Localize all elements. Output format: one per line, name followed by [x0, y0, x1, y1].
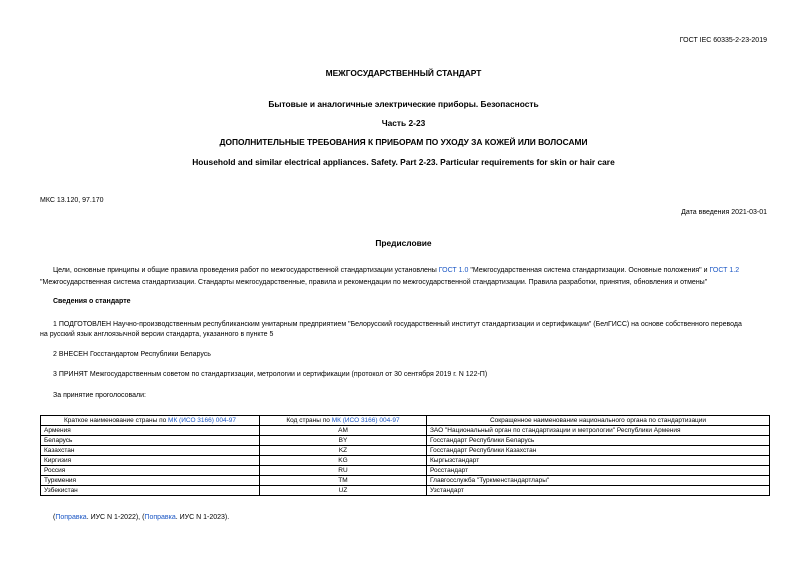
country-name: Россия [41, 466, 260, 476]
national-body: Госстандарт Республики Казахстан [427, 446, 770, 456]
member-states-table [40, 415, 770, 496]
gost-1-2-link[interactable]: ГОСТ 1.2 [709, 267, 740, 274]
amendment-text: . ИУС N 1-2023). [175, 514, 230, 521]
national-body: Узстандарт [427, 486, 770, 496]
foreword-text: "Межгосударственная система стандартизации. Основные положения" и [468, 267, 710, 274]
foreword-paragraph-line1 [53, 267, 739, 274]
header-text: Краткое наименование страны по [64, 417, 169, 424]
country-name: Казахстан [41, 446, 260, 456]
gost-1-0-link[interactable]: ГОСТ 1.0 [438, 267, 469, 274]
country-code: KZ [260, 446, 427, 456]
item-3: 3 ПРИНЯТ Межгосударственным советом по стандартизации, метрологии и сертификации (протокол от 30 сентября 2019 г. N 122-П) [53, 371, 488, 378]
national-body: Кыргызстандарт [427, 456, 770, 466]
document-code: ГОСТ IEC 60335-2-23-2019 [679, 37, 767, 44]
country-name: Узбекистан [41, 486, 260, 496]
introduction-date: Дата введения 2021-03-01 [681, 209, 767, 216]
header-country-code [260, 416, 427, 426]
table-row [41, 436, 770, 446]
country-code: AM [260, 426, 427, 436]
table-row [41, 466, 770, 476]
table-row [41, 476, 770, 486]
mks-code: МКС 13.120, 97.170 [40, 197, 104, 204]
voted-label: За принятие проголосовали: [53, 392, 146, 399]
mk-iso-3166-link[interactable]: МК (ИСО 3166) 004-97 [331, 417, 400, 424]
amendment-link-2023[interactable]: Поправка [144, 514, 176, 521]
part-number: Часть 2-23 [381, 118, 426, 128]
amendment-link-2022[interactable]: Поправка [55, 514, 87, 521]
english-title: Household and similar electrical appliances. Safety. Part 2-23. Particular requirements for skin or hair care [192, 157, 615, 167]
country-code: BY [260, 436, 427, 446]
table-row [41, 486, 770, 496]
standard-info-heading: Сведения о стандарте [53, 298, 131, 305]
country-code: TM [260, 476, 427, 486]
header-text: Сокращенное наименование национального органа по стандартизации [489, 417, 707, 424]
header-country-name [41, 416, 260, 426]
standard-type-heading: МЕЖГОСУДАРСТВЕННЫЙ СТАНДАРТ [325, 68, 482, 78]
table-row [41, 446, 770, 456]
country-name: Беларусь [41, 436, 260, 446]
table-header-row [41, 416, 770, 426]
item-1-line2: на русский язык англоязычной версии стандарта, указанного в пункте 5 [40, 331, 274, 338]
country-code: KG [260, 456, 427, 466]
item-2: 2 ВНЕСЕН Госстандартом Республики Беларусь [53, 351, 211, 358]
header-national-body [427, 416, 770, 426]
country-name: Киргизия [41, 456, 260, 466]
header-text: Код страны по [286, 417, 332, 424]
part-title: ДОПОЛНИТЕЛЬНЫЕ ТРЕБОВАНИЯ К ПРИБОРАМ ПО УХОДУ ЗА КОЖЕЙ ИЛИ ВОЛОСАМИ [219, 137, 588, 147]
amendment-text: . ИУС N 1-2022), ( [86, 514, 145, 521]
country-name: Туркмения [41, 476, 260, 486]
amendment-text: ( [53, 514, 56, 521]
item-1-line1: 1 ПОДГОТОВЛЕН Научно-производственным республиканским унитарным предприятием "Белорусский государственный институт стандартизации и сертификации" (БелГИСС) на основе собственного перевода [53, 321, 742, 328]
foreword-text: Цели, основные принципы и общие правила проведения работ по межгосударственной стандартизации установлены [53, 267, 439, 274]
national-body: ЗАО "Национальный орган по стандартизации и метрологии" Республики Армения [427, 426, 770, 436]
mk-iso-3166-link[interactable]: МК (ИСО 3166) 004-97 [168, 417, 236, 424]
foreword-heading: Предисловие [375, 238, 432, 248]
national-body: Росстандарт [427, 466, 770, 476]
foreword-paragraph-line2: "Межгосударственная система стандартизации. Стандарты межгосударственные, правила и рекомендации по межгосударственной стандартизации. Правила разработки, принятия, обновления и отмены" [40, 279, 708, 286]
national-body: Госстандарт Республики Беларусь [427, 436, 770, 446]
country-code: UZ [260, 486, 427, 496]
amendments-note [53, 514, 229, 521]
country-code: RU [260, 466, 427, 476]
national-body: Главгосслужба "Туркменстандартлары" [427, 476, 770, 486]
table-row [41, 456, 770, 466]
country-name: Армения [41, 426, 260, 436]
table-row [41, 426, 770, 436]
standard-subtitle: Бытовые и аналогичные электрические приборы. Безопасность [268, 99, 539, 109]
